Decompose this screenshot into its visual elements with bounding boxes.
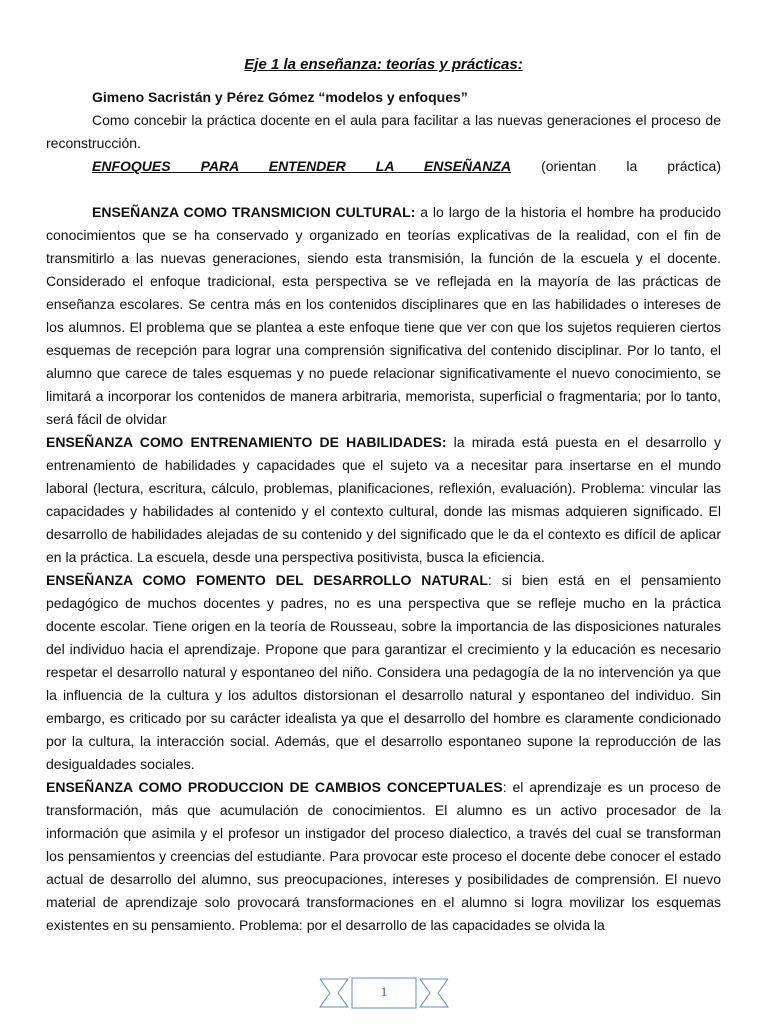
document-title: Eje 1 la enseñanza: teorías y prácticas:: [244, 56, 523, 73]
section-paragraph: [46, 431, 721, 569]
section-heading: ENSEÑANZA COMO FOMENTO DEL DESARROLLO NATURAL: [46, 572, 488, 588]
section-heading: ENSEÑANZA COMO PRODUCCION DE CAMBIOS CONCEPTUALES: [46, 779, 503, 795]
section-paragraph: [46, 201, 721, 431]
section-text: a lo largo de la historia el hombre ha producido conocimientos que se ha conservado y organizado en teorías explicativas de la realidad, con el fin de transmitirlo a las nuevas generaciones, siendo esta transmisión, la función de la escuela y el docente. Considerado el enfoque tradicional, esta perspectiva se ve reflejada en la mayoría de las prácticas de enseñanza escolares. Se centra más en los contenidos disciplinares que en las habilidades o intereses de los alumnos. El problema que se plantea a este enfoque tiene que ver con que los sujetos requieren ciertos esquemas de recepción para lograr una comprensión significativa del contenido disciplinar. Por lo tanto, el alumno que carece de tales esquemas y no puede relacionar significativamente el nuevo conocimiento, se limitará a incorporar los contenidos de manera arbitraria, memorista, superficial o fragmentaria; por lo tanto, será fácil de olvidar: [46, 204, 721, 427]
section-text: : el aprendizaje es un proceso de transformación, más que acumulación de conocimientos. El alumno es un activo procesador de la información que asimila y el profesor un instigador del proceso dialectico, a través del cual se transforman los pensamientos y creencias del estudiante. Para provocar este proceso el docente debe conocer el estado actual de desarrollo del alumno, sus preocupaciones, intereses y posibilidades de comprensión. El nuevo material de aprendizaje solo provocará transformaciones en el alumno si logra movilizar los esquemas existentes en su pensamiento. Problema: por el desarrollo de las capacidades se olvida la: [46, 779, 721, 933]
page-number: 1: [380, 984, 388, 999]
page-footer: [318, 975, 450, 1011]
section-paragraph: [46, 776, 721, 937]
section-heading: ENSEÑANZA COMO TRANSMICION CULTURAL:: [92, 204, 416, 220]
section-text: : si bien está en el pensamiento pedagógico de muchos docentes y padres, no es una perspectiva que se refleje mucho en la práctica docente escolar. Tiene origen en la teoría de Rousseau, sobre la importancia de las disposiciones naturales del individuo hacia el aprendizaje. Propone que para garantizar el crecimiento y la educación es necesario respetar el desarrollo natural y espontaneo del niño. Considera una pedagogía de la no intervención ya que la influencia de la cultura y los adultos distorsionan el desarrollo natural y espontaneo del individuo. Sin embargo, es criticado por su carácter idealista ya que el desarrollo del hombre es claramente condicionado por la cultura, la interacción social. Además, que el desarrollo espontaneo supone la reproducción de las desigualdades sociales.: [46, 572, 722, 772]
intro-paragraph: Como concebir la práctica docente en el aula para facilitar a las nuevas generaciones el proceso de reconstrucción.: [46, 112, 721, 151]
section-heading: ENSEÑANZA COMO ENTRENAMIENTO DE HABILIDADES:: [46, 434, 447, 450]
enfoques-heading-line: [46, 155, 721, 178]
document-page: [46, 56, 721, 937]
section-paragraph: [46, 569, 721, 776]
enfoques-note: (orientan la práctica): [511, 158, 721, 174]
section-text: la mirada está puesta en el desarrollo y entrenamiento de habilidades y capacidades que el sujeto va a necesitar para insertarse en el mundo laboral (lectura, escritura, cálculo, problemas, planificaciones, reflexión, evaluación). Problema: vincular las capacidades y habilidades al contenido y el contexto cultural, donde las mismas adquieren significado. El desarrollo de habilidades alejadas de su contenido y del significado que le da el contexto es difícil de aplicar en la práctica. La escuela, desde una perspectiva positivista, busca la eficiencia.: [46, 434, 721, 565]
enfoques-heading: ENFOQUES PARA ENTENDER LA ENSEÑANZA: [92, 158, 512, 174]
document-subtitle: Gimeno Sacristán y Pérez Gómez “modelos y enfoques”: [92, 89, 468, 105]
blank-line: [46, 178, 721, 201]
